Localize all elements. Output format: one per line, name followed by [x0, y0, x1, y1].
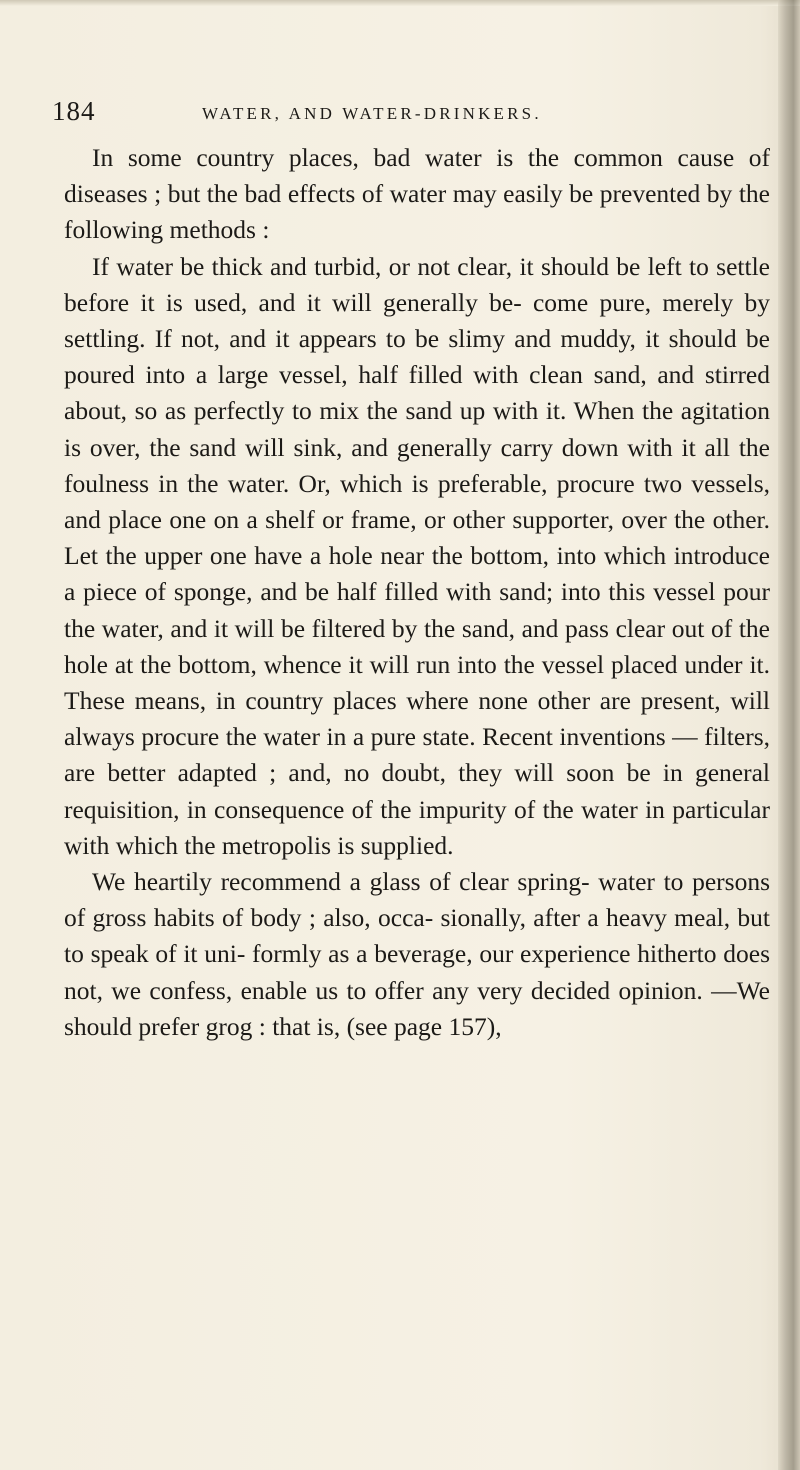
page-binding-edge	[778, 0, 800, 1470]
running-head: WATER, AND WATER-DRINKERS.	[202, 104, 542, 123]
paragraph: We heartily recommend a glass of clear spring- water to persons of gross habits of body ; also, occa- sionally, after a heavy meal, but to speak of it uni- formly as a beverage, our experience hitherto does not, we confess, enable us to offer any very decided opinion. —We should prefer grog : that is, (see page 157),	[64, 867, 770, 1041]
page-top-edge	[0, 0, 800, 6]
body-text	[64, 140, 770, 1045]
paragraph: In some country places, bad water is the common cause of diseases ; but the bad effects of water may easily be prevented by the following methods :	[64, 143, 770, 245]
page-header	[52, 96, 752, 136]
paragraph: If water be thick and turbid, or not clear, it should be left to settle before it is used, and it will generally be- come pure, merely by settling. If not, and it appears to be slimy and muddy, it should be poured into a large vessel, half filled with clean sand, and stirred about, so as perfectly to mix the sand up with it. When the agitation is over, the sand will sink, and generally carry down with it all the foulness in the water. Or, which is preferable, procure two vessels, and place one on a shelf or frame, or other supporter, over the other. Let the upper one have a hole near the bottom, into which introduce a piece of sponge, and be half filled with sand; into this vessel pour the water, and it will be filtered by the sand, and pass clear out of the hole at the bottom, whence it will run into the vessel placed under it. These means, in country places where none other are present, will always procure the water in a pure state. Recent inventions — filters, are better adapted ; and, no doubt, they will soon be in general requisition, in consequence of the impurity of the water in particular with which the metropolis is supplied.	[64, 251, 770, 860]
page-number: 184	[52, 96, 96, 126]
